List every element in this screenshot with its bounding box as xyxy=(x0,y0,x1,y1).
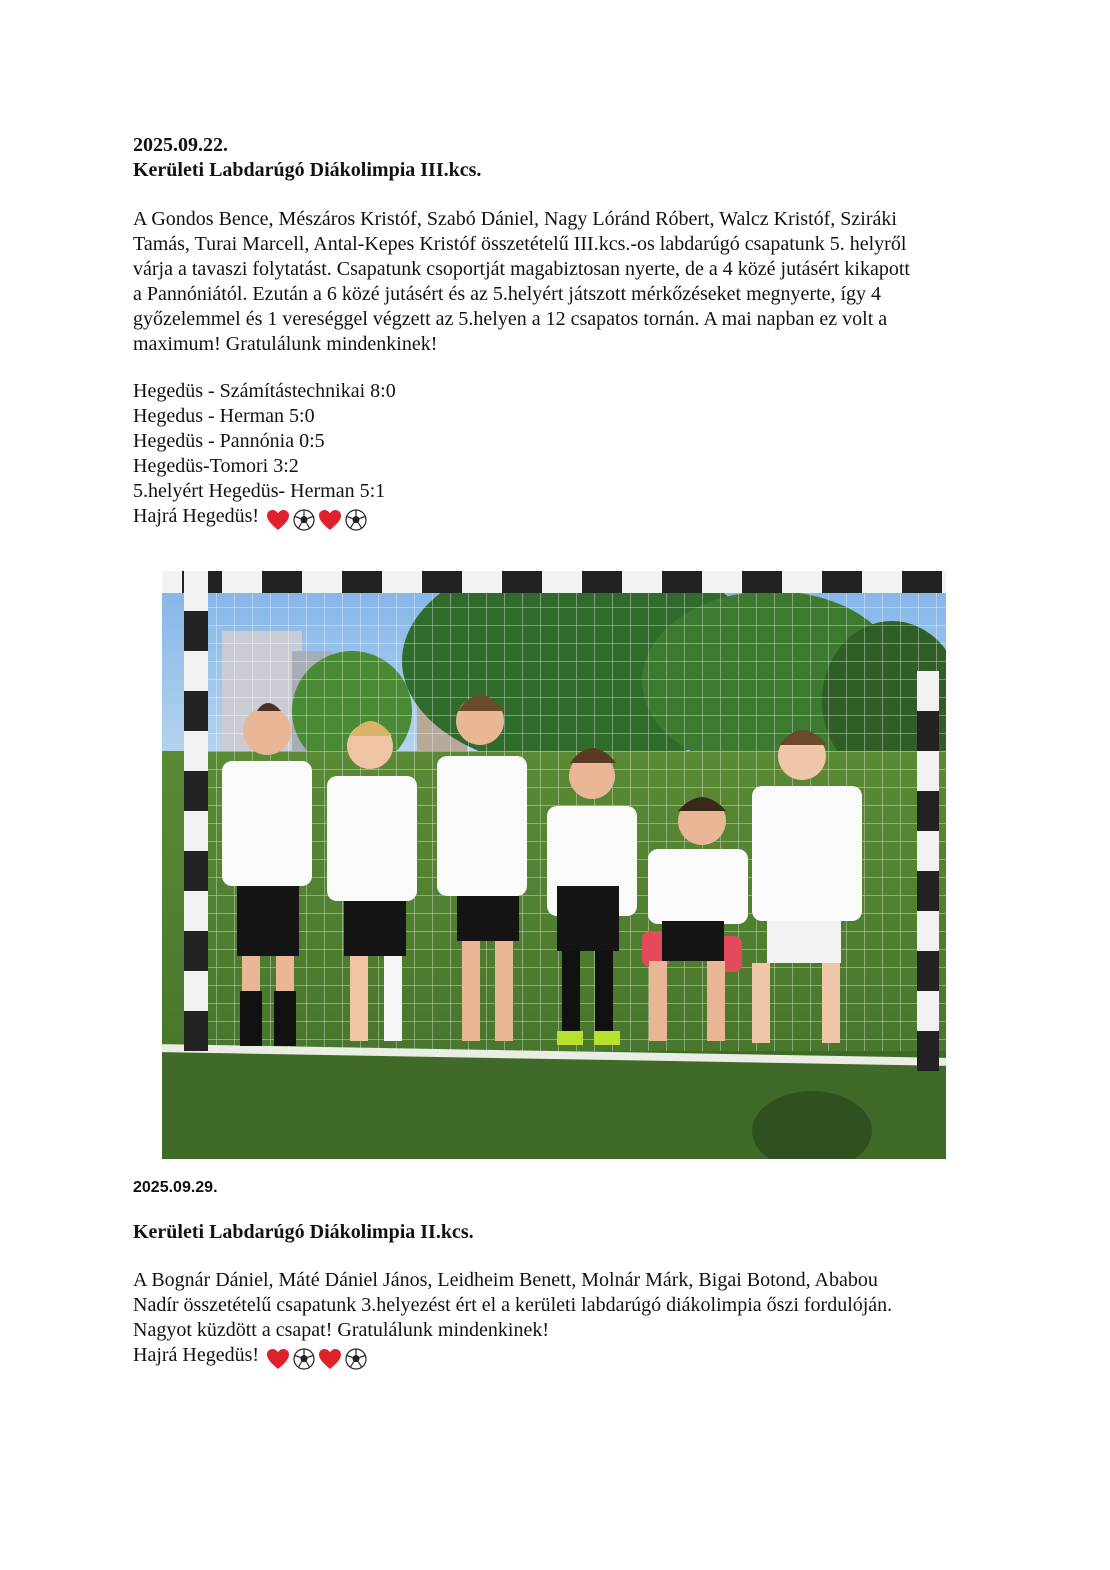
post-1-body-line: maximum! Gratulálunk mindenkinek! xyxy=(133,333,438,355)
post-2-body-line: Nagyot küzdött a csapat! Gratulálunk mindenkinek! xyxy=(133,1319,549,1341)
heart-icon xyxy=(318,509,342,531)
post-1 xyxy=(133,133,973,183)
post-2-title-block xyxy=(133,1220,973,1245)
emoji-row xyxy=(266,1346,365,1371)
match-result: Hegedüs-Tomori 3:2 xyxy=(133,455,299,477)
heart-icon xyxy=(318,1348,342,1370)
post-2-date-block xyxy=(133,1179,973,1197)
post-2-body xyxy=(133,1268,973,1371)
post-1-body xyxy=(133,207,973,357)
heart-icon xyxy=(266,509,290,531)
soccer-ball-icon xyxy=(345,1348,367,1370)
post-1-body-line: A Gondos Bence, Mészáros Kristóf, Szabó Dániel, Nagy Lóránd Róbert, Walcz Kristóf, Sziráki xyxy=(133,208,897,230)
post-1-results xyxy=(133,379,973,532)
post-1-body-line: Tamás, Turai Marcell, Antal-Kepes Kristóf összetételű III.kcs.-os labdarúgó csapatunk 5. helyről xyxy=(133,233,907,255)
post-2-closing: Hajrá Hegedüs! xyxy=(133,1344,260,1366)
post-1-body-line: a Pannóniától. Ezután a 6 közé jutásért és az 5.helyért játszott mérkőzéseket megnyerte, így 4 xyxy=(133,283,882,305)
team-photo-illustration xyxy=(162,571,946,1159)
match-result: Hegedus - Herman 5:0 xyxy=(133,405,315,427)
soccer-ball-icon xyxy=(293,1348,315,1370)
post-2-body-line: A Bognár Dániel, Máté Dániel János, Leidheim Benett, Molnár Márk, Bigai Botond, Ababou xyxy=(133,1269,878,1291)
post-1-body-line: várja a tavaszi folytatást. Csapatunk csoportját magabiztosan nyerte, de a 4 közé jutásért kikapott xyxy=(133,258,910,280)
match-result: 5.helyért Hegedüs- Herman 5:1 xyxy=(133,480,386,502)
soccer-ball-icon xyxy=(345,509,367,531)
post-2-date: 2025.09.29. xyxy=(133,1179,218,1196)
post-2-title: Kerületi Labdarúgó Diákolimpia II.kcs. xyxy=(133,1221,474,1243)
team-photo xyxy=(162,571,946,1159)
post-1-closing-line xyxy=(133,504,973,532)
match-result: Hegedüs - Pannónia 0:5 xyxy=(133,430,325,452)
post-1-title: Kerületi Labdarúgó Diákolimpia III.kcs. xyxy=(133,159,482,181)
post-2-closing-line xyxy=(133,1343,973,1371)
post-1-date: 2025.09.22. xyxy=(133,134,228,156)
post-1-closing: Hajrá Hegedüs! xyxy=(133,505,260,527)
soccer-ball-icon xyxy=(293,509,315,531)
post-2-body-line: Nadír összetételű csapatunk 3.helyezést ért el a kerületi labdarúgó diákolimpia őszi fordulóján. xyxy=(133,1294,893,1316)
post-1-body-line: győzelemmel és 1 vereséggel végzett az 5.helyen a 12 csapatos tornán. A mai napban ez volt a xyxy=(133,308,888,330)
match-result: Hegedüs - Számítástechnikai 8:0 xyxy=(133,380,396,402)
emoji-row xyxy=(266,507,365,532)
heart-icon xyxy=(266,1348,290,1370)
